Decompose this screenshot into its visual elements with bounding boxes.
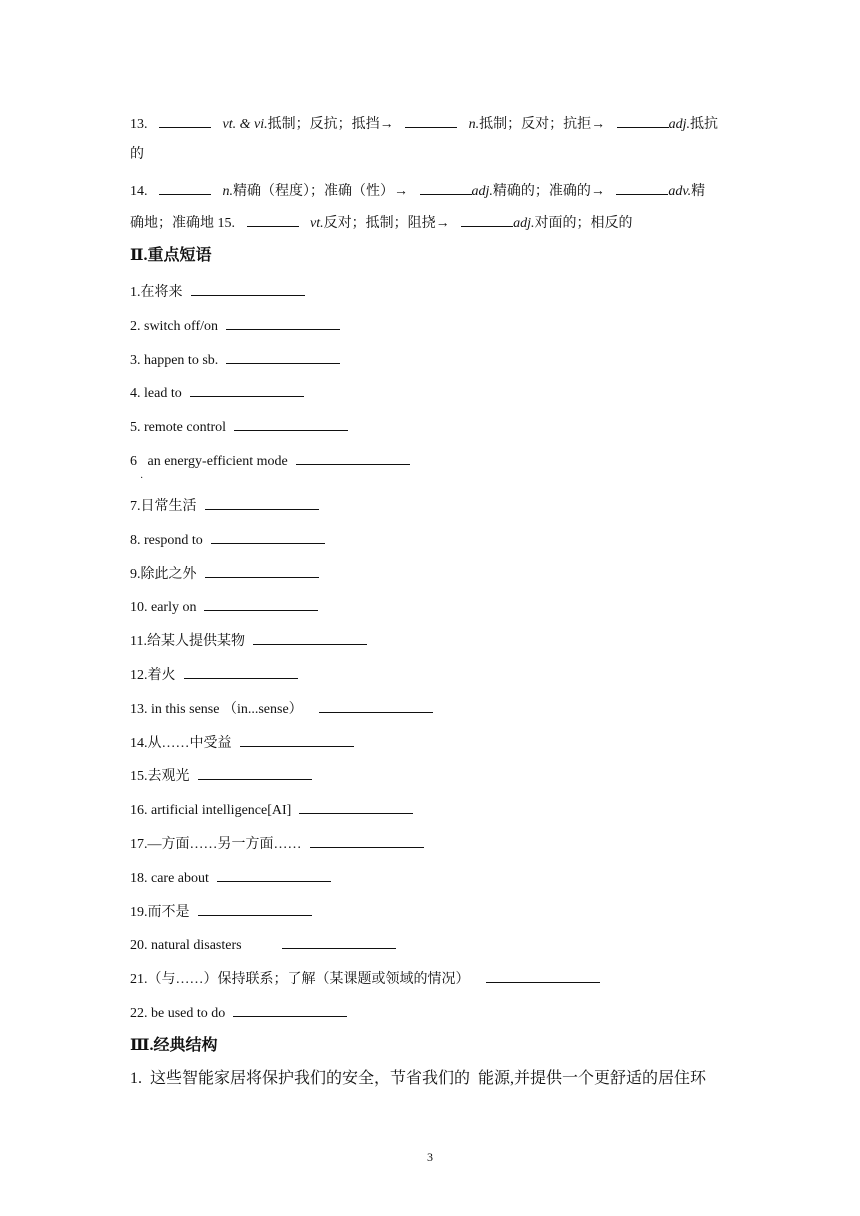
phrase-text: 19.而不是: [130, 905, 190, 920]
answer-blank[interactable]: [319, 698, 433, 713]
answer-blank[interactable]: [420, 180, 472, 195]
phrase-text: 8. respond to: [130, 533, 203, 548]
phrase-item: [130, 281, 305, 303]
part-of-speech: adj.: [513, 216, 535, 231]
phrase-item: [130, 563, 319, 585]
phrase-item: [130, 450, 410, 472]
stray-dot-mark: ·: [140, 473, 144, 484]
meaning: 精确（程度）；准确（性）→: [233, 184, 408, 199]
answer-blank[interactable]: [616, 180, 668, 195]
phrase-text: 16. artificial intelligence[AI]: [130, 803, 292, 818]
vocab-item-14-15-wrap: [130, 212, 633, 234]
meaning: 抵制；反抗；抵挡→: [267, 117, 394, 132]
phrase-item: [130, 495, 319, 517]
answer-blank[interactable]: [159, 180, 211, 195]
phrase-text: 4. lead to: [130, 386, 182, 401]
answer-blank[interactable]: [205, 495, 319, 510]
answer-blank[interactable]: [461, 212, 513, 227]
answer-blank[interactable]: [198, 901, 312, 916]
item-number: 14.: [130, 184, 148, 199]
answer-blank[interactable]: [191, 281, 305, 296]
phrase-text: 14.从……中受益: [130, 736, 232, 751]
phrase-item: [130, 529, 325, 551]
answer-blank[interactable]: [217, 867, 331, 882]
answer-blank[interactable]: [211, 529, 325, 544]
answer-blank[interactable]: [617, 113, 669, 128]
phrase-text: 11.给某人提供某物: [130, 634, 245, 649]
part-of-speech: vt. & vi.: [222, 117, 268, 132]
phrase-text: 13. in this sense （in...sense）: [130, 702, 303, 717]
meaning: 反对；抵制；阻挠→: [323, 216, 450, 231]
phrase-text: 15.去观光: [130, 769, 190, 784]
answer-blank[interactable]: [247, 212, 299, 227]
phrase-text: 21.（与……）保持联系；了解（某课题或领域的情况）: [130, 972, 470, 987]
meaning: 对面的；相反的: [534, 216, 633, 231]
answer-blank[interactable]: [204, 596, 318, 611]
phrase-text: 3. happen to sb.: [130, 353, 219, 368]
phrase-item: [130, 630, 367, 652]
part-of-speech: adj.: [471, 184, 493, 199]
phrase-text: 6 an energy-efficient mode: [130, 454, 288, 469]
meaning: 抵制；反对；抗拒→: [479, 117, 606, 132]
phrase-item: [130, 901, 312, 923]
meaning: 抵抗: [690, 117, 718, 132]
phrase-item: [130, 765, 312, 787]
part-of-speech: n.: [222, 184, 233, 199]
answer-blank[interactable]: [296, 450, 410, 465]
phrase-item: [130, 349, 340, 371]
meaning: 精: [691, 184, 706, 199]
phrase-text: 22. be used to do: [130, 1006, 226, 1021]
phrase-item: [130, 416, 348, 438]
vocab-item-14: [130, 180, 705, 202]
phrase-item: [130, 382, 304, 404]
answer-blank[interactable]: [190, 382, 304, 397]
answer-blank[interactable]: [486, 968, 600, 983]
answer-blank[interactable]: [205, 563, 319, 578]
phrase-item: [130, 315, 340, 337]
answer-blank[interactable]: [198, 765, 312, 780]
phrase-item: [130, 664, 298, 686]
part-of-speech: n.: [468, 117, 480, 132]
answer-blank[interactable]: [233, 1002, 347, 1017]
answer-blank[interactable]: [184, 664, 298, 679]
phrase-item: [130, 596, 318, 618]
phrase-item: [130, 799, 413, 821]
phrase-text: 18. care about: [130, 871, 209, 886]
vocab-item-13: [130, 113, 718, 135]
answer-blank[interactable]: [159, 113, 211, 128]
answer-blank[interactable]: [310, 833, 424, 848]
answer-blank[interactable]: [253, 630, 367, 645]
meaning: 确地；准确地 15.: [130, 216, 235, 231]
part-of-speech: vt.: [310, 216, 324, 231]
answer-blank[interactable]: [226, 349, 340, 364]
answer-blank[interactable]: [240, 732, 354, 747]
phrase-text: 9.除此之外: [130, 567, 197, 582]
phrase-text: 2. switch off/on: [130, 319, 219, 334]
answer-blank[interactable]: [226, 315, 340, 330]
phrase-text: 5. remote control: [130, 420, 227, 435]
phrase-text: 20. natural disasters: [130, 938, 242, 953]
phrase-item: [130, 698, 433, 720]
phrase-text: 7.日常生活: [130, 499, 197, 514]
phrase-text: 12.着火: [130, 668, 176, 683]
phrase-item: [130, 833, 424, 855]
part-of-speech: adv.: [668, 184, 692, 199]
phrase-item: [130, 968, 600, 990]
section-heading-phrases: Ⅱ.重点短语: [130, 247, 212, 264]
vocab-item-13-wrap: 的: [130, 147, 144, 162]
page-number: 3: [427, 1150, 433, 1164]
answer-blank[interactable]: [234, 416, 348, 431]
structure-sentence: 1. 这些智能家居将保护我们的安全，节省我们的 能源,并提供一个更舒适的居住环: [130, 1070, 707, 1087]
part-of-speech: adj.: [668, 117, 690, 132]
answer-blank[interactable]: [299, 799, 413, 814]
meaning: 精确的；准确的→: [492, 184, 605, 199]
answer-blank[interactable]: [405, 113, 457, 128]
phrase-text: 1.在将来: [130, 285, 183, 300]
phrase-text: 10. early on: [130, 600, 197, 615]
phrase-item: [130, 1002, 347, 1024]
phrase-item: [130, 867, 331, 889]
phrase-item: [130, 732, 354, 754]
section-heading-structures: Ⅲ.经典结构: [130, 1037, 218, 1054]
item-number: 13.: [130, 117, 148, 132]
phrase-text: 17.—方面……另一方面……: [130, 837, 302, 852]
phrase-item: [130, 934, 396, 956]
answer-blank[interactable]: [282, 934, 396, 949]
